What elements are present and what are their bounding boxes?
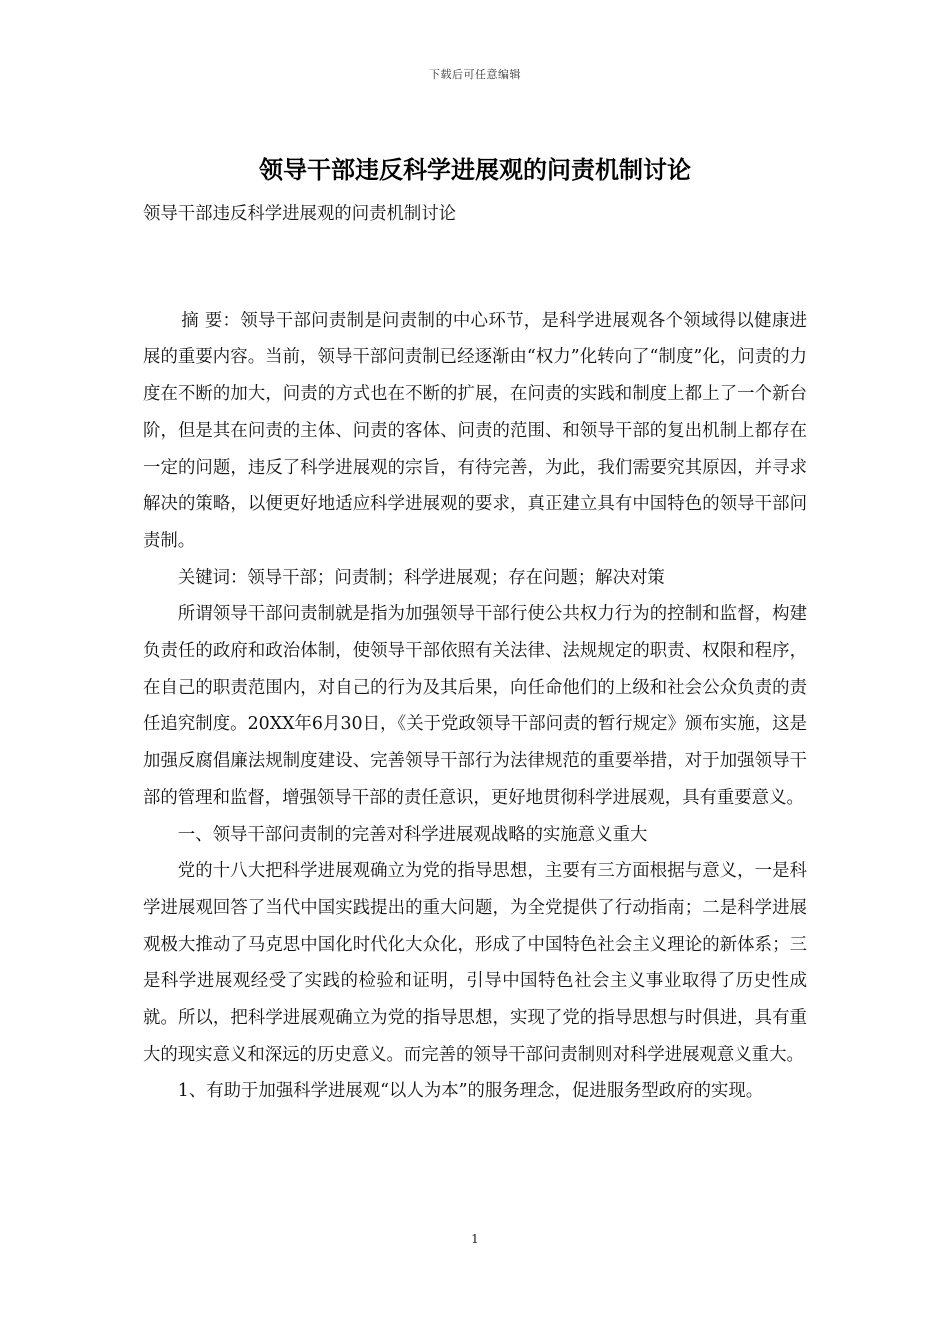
- body-paragraph: 党的十八大把科学进展观确立为党的指导思想，主要有三方面根据与意义，一是科学进展观回答了当代中国实践提出的重大问题，为全党提供了行动指南；二是科学进展观极大推动了马克思中国化时代化大众化，形成了中国特色社会主义理论的新体系；三是科学进展观经受了实践的检验和证明，引导中国特色社会主义事业取得了历史性成就。所以，把科学进展观确立为党的指导思想，实现了党的指导思想与时俱进，具有重大的现实意义和深远的历史意义。而完善的领导干部问责制则对科学进展观意义重大。: [143, 861, 807, 1065]
- abstract-paragraph: 摘 要：领导干部问责制是问责制的中心环节，是科学进展观各个领域得以健康进展的重要内容。当前，领导干部问责制已经逐渐由“权力”化转向了“制度”化，问责的力度在不断的加大，问责的方式也在不断的扩展，在问责的实践和制度上都上了一个新台阶，但是其在问责的主体、问责的客体、问责的范围、和领导干部的复出机制上都存在一定的问题，违反了科学进展观的宗旨，有待完善，为此，我们需要究其原因，并寻求解决的策略，以便更好地适应科学进展观的要求，真正建立具有中国特色的领导干部问责制。: [143, 310, 807, 551]
- document-body: [143, 196, 807, 1110]
- page-number: 1: [471, 1232, 479, 1246]
- document-subtitle: 领导干部违反科学进展观的问责机制讨论: [143, 204, 457, 224]
- document-title: 领导干部违反科学进展观的问责机制讨论: [259, 155, 691, 184]
- body-paragraph: 所谓领导干部问责制就是指为加强领导干部行使公共权力行为的控制和监督，构建负责任的政府和政治体制，使领导干部依照有关法律、法规规定的职责、权限和程序，在自己的职责范围内，对自己的行为及其后果，向任命他们的上级和社会公众负责的责任追究制度。20XX年6月30日，《关于党政领导干部问责的暂行规定》颁布实施，这是加强反腐倡廉法规制度建设、完善领导干部行为法律规范的重要举措，对于加强领导干部的管理和监督，增强领导干部的责任意识，更好地贯彻科学进展观，具有重要意义。: [143, 604, 807, 808]
- keywords-line: 关键词：领导干部；问责制；科学进展观；存在问题；解决对策: [177, 567, 665, 588]
- header-note: 下载后可任意编辑: [429, 68, 521, 81]
- blank-line: [143, 233, 807, 303]
- section-heading: 一、领导干部问责制的完善对科学进展观战略的实施意义重大: [177, 824, 648, 845]
- subsection-heading: 1、有助于加强科学进展观“以人为本”的服务理念，促进服务型政府的实现。: [177, 1081, 764, 1102]
